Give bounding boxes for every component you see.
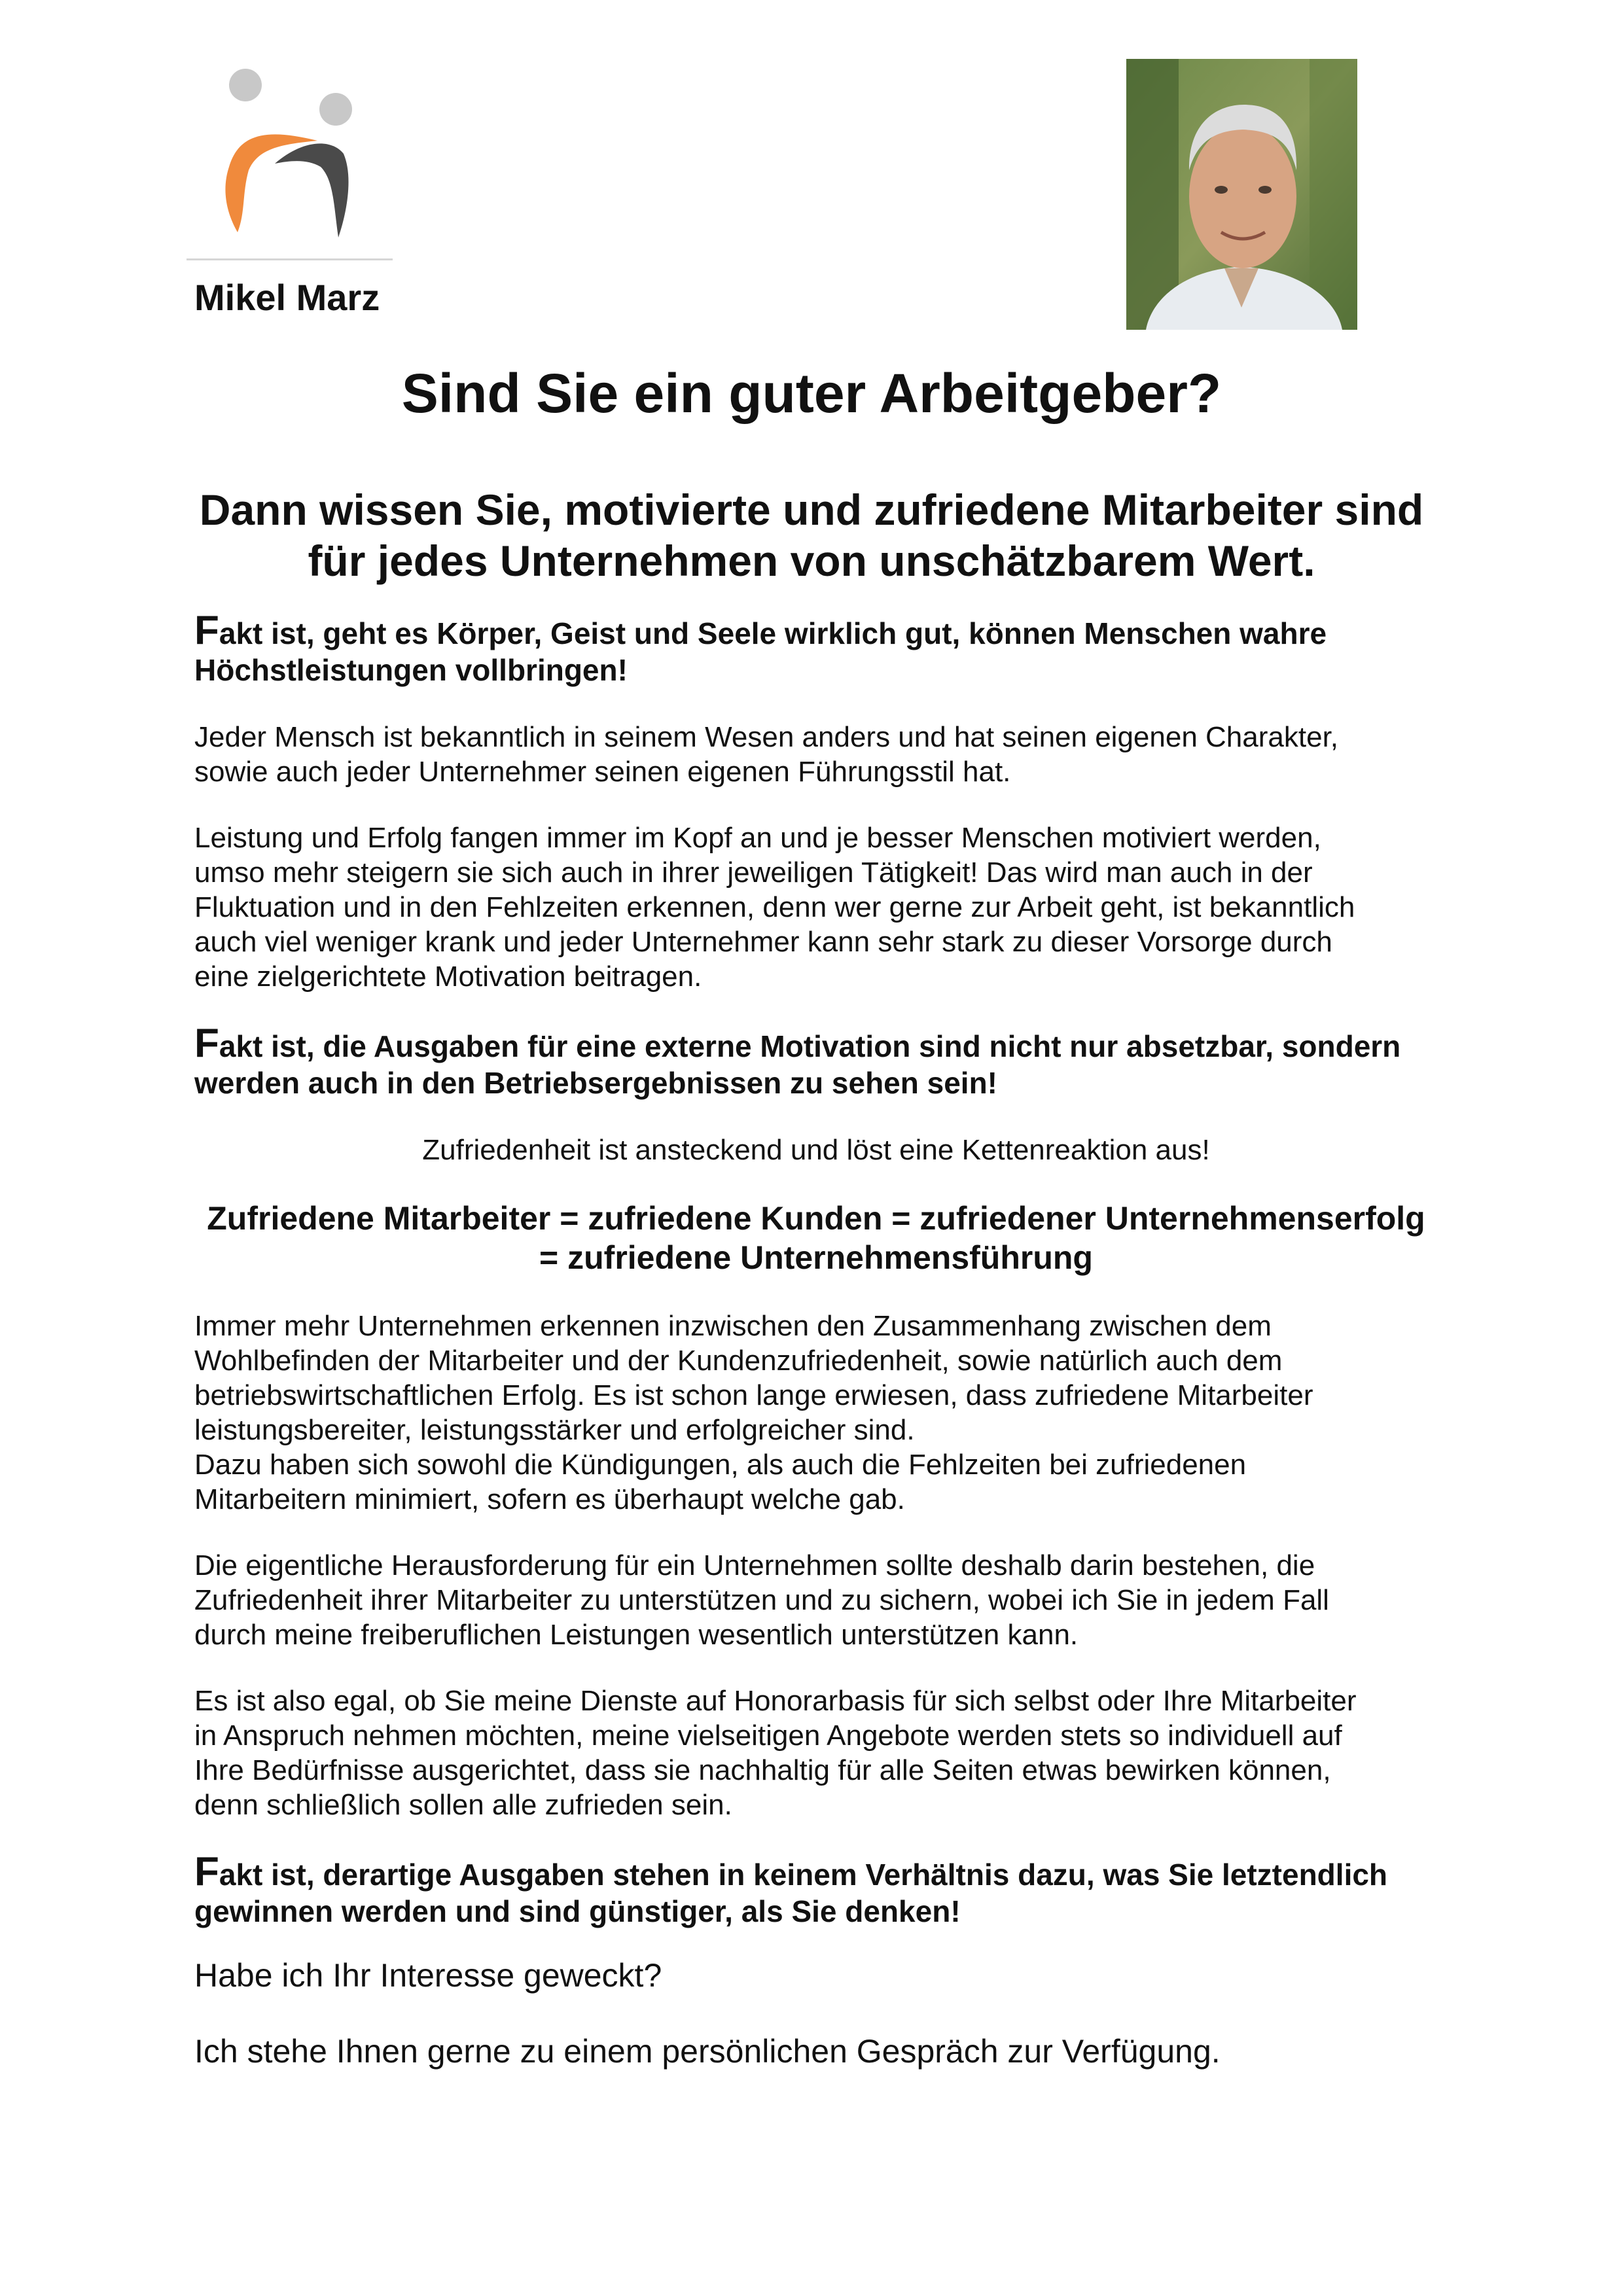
paragraph-line: sowie auch jeder Unternehmer seinen eigenen Führungsstil hat. bbox=[194, 756, 1011, 788]
closing-question: Habe ich Ihr Interesse geweckt? bbox=[194, 1957, 662, 1994]
paragraph-line: Leistung und Erfolg fangen immer im Kopf an und je besser Menschen motiviert werden, bbox=[194, 822, 1321, 854]
subtitle-line-1: Dann wissen Sie, motivierte und zufriedene Mitarbeiter sind bbox=[199, 486, 1424, 534]
equation-line-1: Zufriedene Mitarbeiter = zufriedene Kunden = zufriedener Unternehmenserfolg bbox=[207, 1200, 1425, 1237]
fakt-initial: F bbox=[194, 608, 219, 653]
body-text bbox=[194, 608, 1438, 2071]
paragraph-line: Dazu haben sich sowohl die Kündigungen, als auch die Fehlzeiten bei zufriedenen bbox=[194, 1449, 1247, 1481]
paragraph-line: Zufriedenheit ihrer Mitarbeiter zu unterstützen und zu sichern, wobei ich Sie in jedem Fall bbox=[194, 1584, 1329, 1616]
paragraph-line: eine zielgerichtete Motivation beitragen. bbox=[194, 961, 702, 993]
paragraph-line: Die eigentliche Herausforderung für ein Unternehmen sollte deshalb darin bestehen, die bbox=[194, 1549, 1315, 1581]
fakt-text: akt ist, derartige Ausgaben stehen in keinem Verhältnis dazu, was Sie letztendlich gewinnen werden und sind günstiger, als Sie denken! bbox=[194, 1858, 1388, 1928]
paragraph-line: Jeder Mensch ist bekanntlich in seinem Wesen anders und hat seinen eigenen Charakter, bbox=[194, 721, 1339, 753]
fakt-initial: F bbox=[194, 1021, 219, 1066]
equation-statement bbox=[194, 1199, 1438, 1277]
fakt-statement-3 bbox=[194, 1849, 1438, 1930]
paragraph-line: leistungsbereiter, leistungsstärker und erfolgreicher sind. bbox=[194, 1414, 915, 1446]
paragraph-line: Mitarbeitern minimiert, sofern es überhaupt welche gab. bbox=[194, 1483, 905, 1515]
paragraph-3 bbox=[194, 1309, 1438, 1517]
paragraph-line: denn schließlich sollen alle zufrieden sein. bbox=[194, 1789, 732, 1821]
paragraph-4 bbox=[194, 1548, 1438, 1652]
paragraph-line: Wohlbefinden der Mitarbeiter und der Kundenzufriedenheit, sowie natürlich auch dem bbox=[194, 1345, 1283, 1377]
paragraph-line: Fluktuation und in den Fehlzeiten erkennen, denn wer gerne zur Arbeit geht, ist bekanntlich bbox=[194, 891, 1355, 923]
paragraph-line: betriebswirtschaftlichen Erfolg. Es ist schon lange erwiesen, dass zufriedene Mitarbeiter bbox=[194, 1379, 1313, 1411]
portrait-photo bbox=[1126, 59, 1357, 330]
paragraph-line: durch meine freiberuflichen Leistungen wesentlich unterstützen kann. bbox=[194, 1619, 1079, 1651]
logo-divider bbox=[187, 258, 393, 260]
logo bbox=[187, 62, 396, 265]
fakt-text: akt ist, die Ausgaben für eine externe Motivation sind nicht nur absetzbar, sondern werden auch in den Betriebsergebnissen zu sehen sein! bbox=[194, 1029, 1401, 1100]
paragraph-2 bbox=[194, 821, 1438, 994]
fakt-text: akt ist, geht es Körper, Geist und Seele wirklich gut, können Menschen wahre Höchstleistungen vollbringen! bbox=[194, 616, 1327, 687]
author-name: Mikel Marz bbox=[194, 277, 380, 318]
subtitle bbox=[170, 484, 1453, 586]
equation-line-2: = zufriedene Unternehmensführung bbox=[539, 1239, 1093, 1276]
fakt-statement-1 bbox=[194, 608, 1438, 688]
logo-figures-icon bbox=[187, 62, 396, 265]
closing-offer: Ich stehe Ihnen gerne zu einem persönlichen Gespräch zur Verfügung. bbox=[194, 2033, 1221, 2070]
paragraph-line: in Anspruch nehmen möchten, meine vielseitigen Angebote werden stets so individuell auf bbox=[194, 1720, 1342, 1752]
paragraph-5 bbox=[194, 1684, 1438, 1822]
paragraph-1 bbox=[194, 720, 1438, 789]
paragraph-line: umso mehr steigern sie sich auch in ihrer jeweiligen Tätigkeit! Das wird man auch in der bbox=[194, 857, 1313, 889]
centered-statement: Zufriedenheit ist ansteckend und löst eine Kettenreaktion aus! bbox=[422, 1134, 1210, 1166]
subtitle-line-2: für jedes Unternehmen von unschätzbarem Wert. bbox=[308, 537, 1315, 585]
page-title: Sind Sie ein guter Arbeitgeber? bbox=[401, 362, 1222, 424]
paragraph-line: Ihre Bedürfnisse ausgerichtet, dass sie nachhaltig für alle Seiten etwas bewirken können, bbox=[194, 1754, 1331, 1786]
paragraph-line: Es ist also egal, ob Sie meine Dienste auf Honorarbasis für sich selbst oder Ihre Mitarbeiter bbox=[194, 1685, 1357, 1717]
paragraph-line: auch viel weniger krank und jeder Unternehmer kann sehr stark zu dieser Vorsorge durch bbox=[194, 926, 1332, 958]
fakt-statement-2 bbox=[194, 1021, 1438, 1101]
fakt-initial: F bbox=[194, 1849, 219, 1894]
paragraph-line: Immer mehr Unternehmen erkennen inzwischen den Zusammenhang zwischen dem bbox=[194, 1310, 1272, 1342]
